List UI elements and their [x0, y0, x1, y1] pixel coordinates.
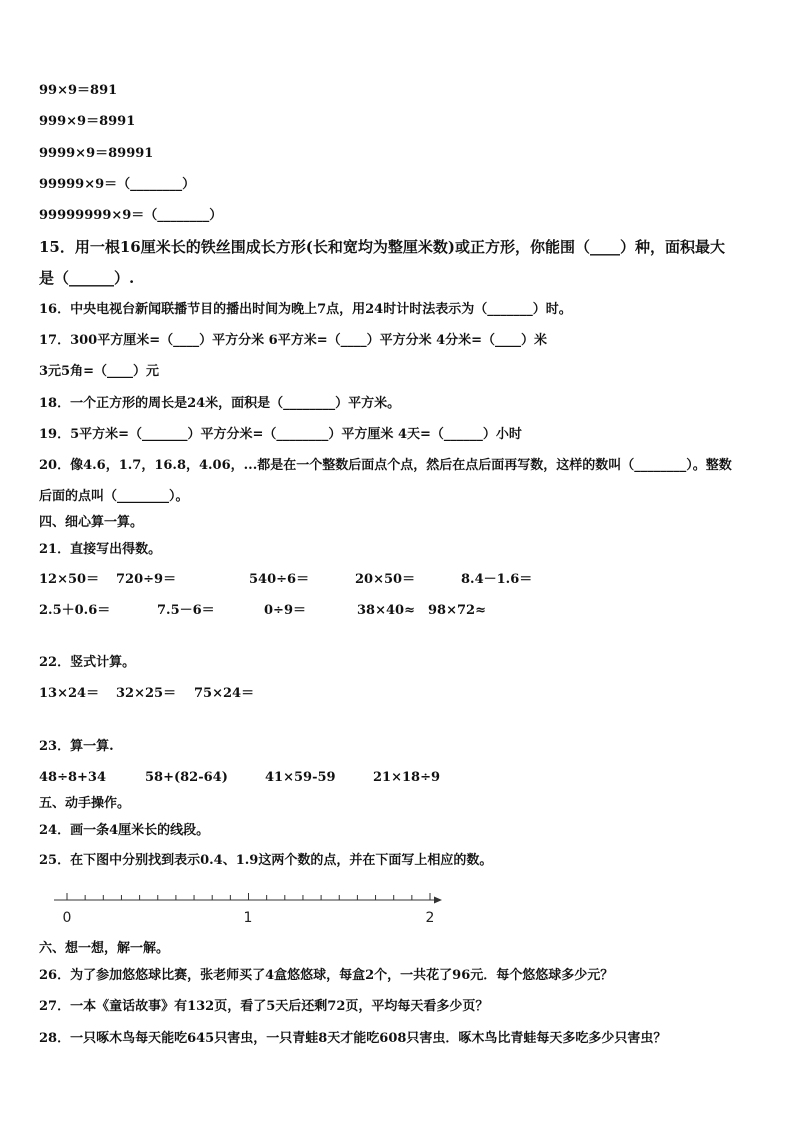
question-17-line1: 17．300平方厘米=（____）平方分米 6平方米=（____）平方分米 4分米=（____）米	[39, 333, 548, 348]
question-20-line1: 20．像4.6，1.7，16.8，4.06，...都是在一个整数后面点个点，然后在点后面再写数，这样的数叫（________）。整数	[39, 458, 732, 473]
calc-item: 12×50＝	[39, 572, 100, 587]
section-6-heading: 六、想一想，解一解。	[39, 941, 170, 956]
calc-item: 13×24＝	[39, 686, 100, 701]
calc-item: 20×50＝	[355, 572, 416, 587]
number-line-label: 0	[62, 910, 72, 926]
section-5-heading: 五、动手操作。	[39, 796, 131, 811]
p5: 99999999×9＝（________）	[39, 208, 223, 223]
calc-item: 58+(82-64)	[145, 770, 228, 785]
question-18: 18．一个正方形的周长是24米，面积是（________）平方米。	[39, 396, 401, 411]
question-16: 16．中央电视台新闻联播节目的播出时间为晚上7点，用24时计时法表示为（_______）时。	[39, 302, 572, 317]
question-17-line2: 3元5角=（____）元	[39, 364, 159, 379]
question-15-line2: 是（______）.	[39, 269, 135, 287]
calc-item: 48÷8+34	[39, 770, 107, 785]
calc-item: 720÷9＝	[116, 572, 177, 587]
section-4-heading: 四、细心算一算。	[39, 515, 144, 530]
calc-item: 21×18÷9	[373, 770, 441, 785]
question-25: 25．在下图中分别找到表示0.4、1.9这两个数的点，并在下面写上相应的数。	[39, 853, 493, 868]
p3: 9999×9＝89991	[39, 146, 154, 161]
calc-item: 41×59-59	[265, 770, 336, 785]
calc-item: 32×25＝	[116, 686, 177, 701]
question-22: 22．竖式计算。	[39, 655, 136, 670]
question-23: 23．算一算.	[39, 739, 114, 754]
number-line-ticks	[67, 893, 430, 900]
number-line-label: 1	[243, 910, 253, 926]
question-28: 28．一只啄木鸟每天能吃645只害虫，一只青蛙8天才能吃608只害虫．啄木鸟比青蛙每天多吃多少只害虫？	[39, 1031, 667, 1046]
calc-item: 2.5＋0.6＝	[39, 603, 111, 618]
number-line-arrow	[434, 897, 442, 904]
calc-item: 540÷6＝	[249, 572, 310, 587]
calc-item: 8.4－1.6＝	[461, 572, 533, 587]
question-21: 21．直接写出得数。	[39, 542, 162, 557]
question-20-line2: 后面的点叫（________）。	[39, 489, 189, 504]
p2: 999×9＝8991	[39, 114, 136, 129]
number-line-label: 2	[425, 910, 435, 926]
question-24: 24．画一条4厘米长的线段。	[39, 823, 210, 838]
calc-item: 98×72≈	[428, 603, 486, 618]
calc-item: 7.5－6＝	[157, 603, 215, 618]
question-15-line1: 15．用一根16厘米长的铁丝围成长方形(长和宽均为整厘米数)或正方形，你能围（____）种，面积最大	[39, 238, 725, 256]
question-19: 19．5平方米=（_______）平方分米=（________）平方厘米 4天=（______）小时	[39, 427, 522, 442]
question-26: 26．为了参加悠悠球比赛，张老师买了4盒悠悠球，每盒2个，一共花了96元．每个悠悠球多少元？	[39, 968, 614, 983]
calc-item: 38×40≈	[357, 603, 415, 618]
p1: 99×9＝891	[39, 83, 118, 98]
calc-item: 0÷9＝	[264, 603, 306, 618]
calc-item: 75×24＝	[194, 686, 255, 701]
p4: 99999×9＝（________）	[39, 177, 196, 192]
question-27: 27．一本《童话故事》有132页，看了5天后还剩72页，平均每天看多少页？	[39, 999, 489, 1014]
